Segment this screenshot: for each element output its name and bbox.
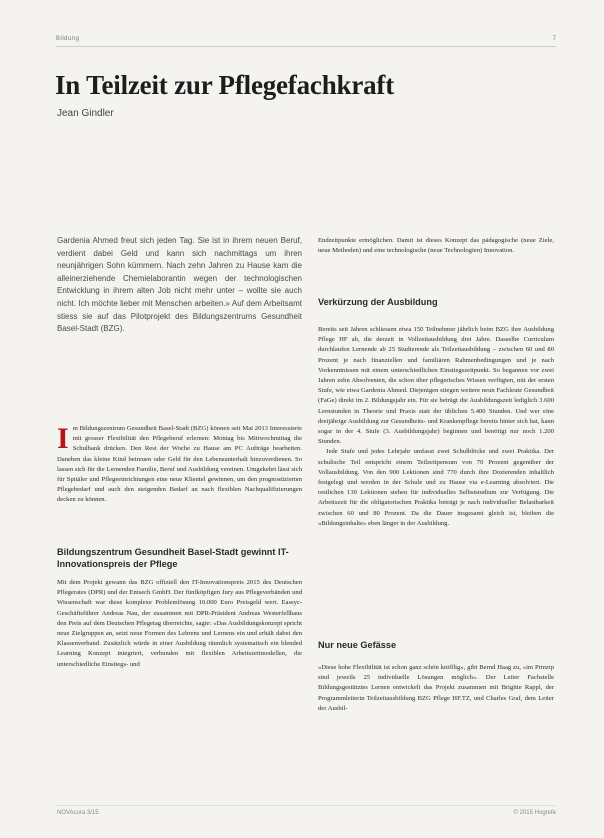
body-paragraph: m Bildungszentrum Gesundheit Basel-Stadt (BZG) können seit Mai 2013 Interessierte mit grosser Flexibilität den Pflegeberuf erlernen: Montag bis Mittwochmittag die Schulbank drücken. Den Rest der Woche zu Hause am PC Aufträge bearbeiten. Daneben das kleine Kind betreuen oder Geld für den Lebensunterhalt hinzuverdienen. So lassen sich für die Lernenden Familie, Beruf und Ausbildung vereinen. Umgekehrt lässt sich für Spitäler und Pflegeeinrichtungen eine neue Klientel gewinnen, um den prognostizierten Pflegebedarf und auch den steigenden Bedarf an nach flexiblen Nachqualifizierungen decken zu können. [57,425,302,504]
article-author: Jean Gindler [57,108,114,119]
body-column-right-2 [318,325,554,529]
subheading: Nur neue Gefässe [318,640,397,650]
footer-right: © 2015 Hogrefe [513,810,556,816]
article-intro: Gardenia Ahmed freut sich jeden Tag. Sie ist in ihrem neuen Beruf, verdient dabei Geld und kann sich nachmittags um ihren neunjährigen Sohn kümmern. Nach zehn Jahren zu Hause kam die alleinerziehende Chemielaborantin wegen der technologischen Entwicklung in ihrem alten Job nicht mehr unter – wollte sie auch nicht. Ich möchte lieber mit Menschen arbeiten.» Auf dem Arbeitsamt stiess sie auf das Pilotprojekt des Bildungszentrums Gesundheit Basel-Stadt (BZG). [57,236,302,334]
body-column-left-1 [57,424,302,506]
body-paragraph: «Diese hohe Flexibilität ist schon ganz schön knifflig», gibt Bernd Haag zu, «im Prinzip sind jeweils 25 individuelle Lösungen möglich». Der Leiter Fachstelle Bildungsgestütztes Lernen entwickelt das Projekt zusammen mit Brigitte Rappl, der Programmleiterin Teilzeitausbildung BZG Pflege HF.TZ, und Charles Graf, dem Leiter der Ausbil- [318,664,554,712]
body-column-left-2 [57,578,302,670]
article-title: In Teilzeit zur Pflegefachkraft [55,70,394,100]
body-column-right-1 [318,236,554,256]
drop-cap: I [57,422,69,455]
running-head: Bildung [56,36,80,42]
footer-rule [56,805,556,806]
body-paragraph: Bereits seit Jahren schliessen etwa 150 Teilnehmer jährlich beim BZG ihre Ausbildung Pflege HF ab, die derzeit in Vollzeitausbildung drei Jahre. Dasselbe Curriculum durchlaufen Lernende ab 25 Studierende als Teilzeitausbildung – zwischen 60 und 80 Prozent je nach finanziellen und familiären Rahmenbedingungen und je nach Vorkenntnissen mit einem unterschiedlichen Einstiegszeitpunkt. So begannen vor zwei Jahren zehn Absolventen, die schon über pflegerisches Wissen verfügten, mit der ersten Stufe, wie etwa Gardenia Ahmed. Diejenigen stiegen weitere neun Fachleute Gesundheit (FaGe) direkt im 2. Bildungsjahr ein. Für sie beträgt die Ausbildungszeit lediglich 3.600 Lernstunden in Theorie und Praxis statt der üblichen 5.400 Stunden. Und wer eine dreijährige Ausbildung zur Gesundheits- und Krankenpflege bereits hinter sich hat, kann sogar in der 4. Stufe (3. Ausbildungsjahr) beginnen und benötigt nur noch 1.200 Stunden. [318,326,554,446]
page-number: 7 [552,36,556,42]
body-paragraph: Jede Stufe und jedes Lehrjahr umfasst zwei Schulblöcke und zwei Praktika. Der schulische Teil entspricht einem Teilzeitpensum von 70 Prozent gegenüber der Vollausbildung. Von den 900 Lektionen sind 770 durch ihre Dozierenden inhaltlich festgelegt und werden in der Schule und zu Hause via e-Learning absolviert. Die restlichen 130 Lektionen stehen für individuelles Selbststudium zur Verfügung. Die Arbeitszeit für die obligatorischen Praktika beträgt je nach individueller Belastbarkeit zwischen 60 und 80 Prozent. Da die Dauer insgesamt gleich ist, bleiben die «Bildungsinhalte» eben länger in der Ausbildung. [318,448,554,527]
footer-left: NOVAcura 3/15 [57,810,99,816]
subheading: Bildungszentrum Gesundheit Basel-Stadt gewinnt IT-Innovationspreis der Pflege [57,547,289,569]
body-column-right-3 [318,663,554,714]
subheading: Verkürzung der Ausbildung [318,297,438,307]
header-rule [56,46,556,47]
body-paragraph: Mit dem Projekt gewann das BZG offiziell den IT-Innovationspreis 2015 des Deutschen Pflegerates (DPR) und der Entsech GmbH. Der fünfköpfigen Jury aus Pflegeverbänden und Wissenschaft war diese komplexe Problemlösung 10.000 Euro Preisgeld wert. Eassyc-Geschäftsführer Andreas Nau, der zusammen mit DPR-Präsident Andreas Westerfellhaus den Preis auf dem Deutschen Pflegetag überreichte, sagte: «Das Ausbildungskonzept spricht neue Zielgruppen an, setzt neue Formen des Lehrens und Lernens ein und erhält dabei den Klassenverband. Zusätzlich würde in einer Ausbildung räumlich systematisch ein blended Learning Konzept integriert, verbunden mit flexiblen Arbeitszeitmodellen, die unterschiedliche Einstiegs- und [57,579,302,668]
body-paragraph: Endzeitpunkte ermöglichen. Damit ist dieses Konzept das pädagogische (neue Ziele, neue Methoden) und eine technologische (neue Technologien) Innovation. [318,237,554,255]
